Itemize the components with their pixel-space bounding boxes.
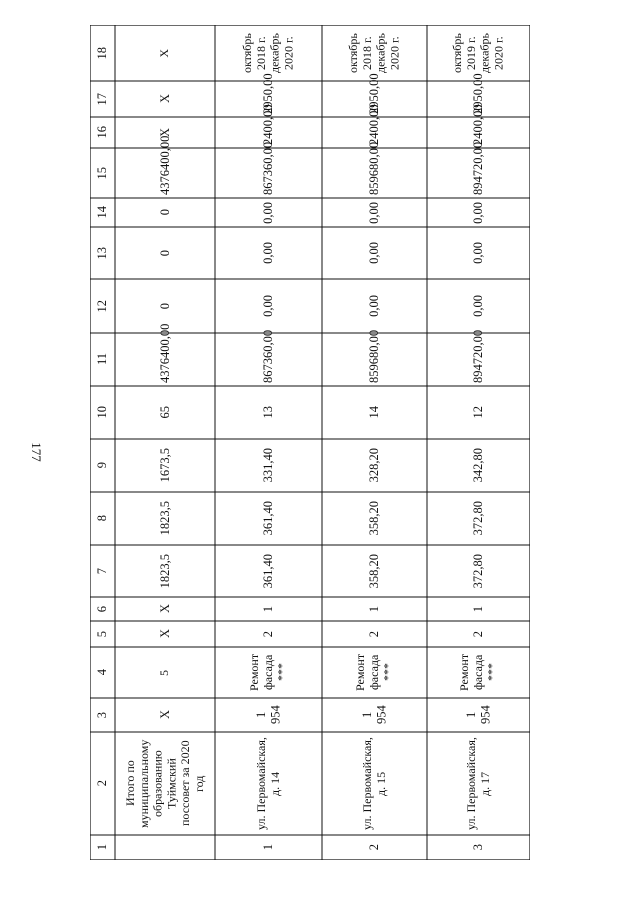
column-number-3 (91, 699, 114, 731)
item-2-col-6-text: 1 (367, 605, 382, 613)
column-number-7 (91, 546, 114, 596)
item-1-col-9 (216, 440, 321, 491)
item-2-col-1 (323, 836, 426, 859)
total-col-14-text: 0 (157, 209, 172, 216)
total-col-11-text: 4376400,00 (157, 323, 172, 383)
item-3-col-4-text: Ремонт фасада *** (456, 653, 499, 692)
column-number-17 (91, 82, 114, 116)
item-3-col-9-text: 342,80 (471, 448, 486, 483)
total-col-9-text: 1673,5 (157, 448, 172, 483)
item-1-col-3-text: 1 954 (254, 705, 283, 725)
total-col-3 (116, 699, 214, 731)
item-3-col-5 (428, 622, 529, 646)
item-3-col-11-text: 894720,00 (471, 329, 486, 383)
item-1-col-4-text: Ремонт фасада *** (246, 653, 289, 692)
item-3-col-6 (428, 598, 529, 620)
total-col-4 (116, 648, 214, 697)
total-col-18 (116, 26, 214, 80)
total-col-15-text: 4376400,00 (157, 135, 172, 195)
column-number-12 (91, 280, 114, 332)
total-col-8 (116, 493, 214, 544)
column-number-4-text: 4 (95, 669, 110, 676)
item-3-col-16-text: 2400,00 (471, 104, 486, 145)
item-3-col-15-text: 894720,00 (471, 141, 486, 195)
item-2-col-3 (323, 699, 426, 731)
item-1-col-8-text: 361,40 (261, 501, 276, 536)
column-number-13-text: 13 (95, 246, 110, 260)
total-col-7-text: 1823,5 (157, 553, 172, 589)
item-1-col-2 (216, 733, 321, 834)
item-2-col-8 (323, 493, 426, 544)
item-1-col-17 (216, 73, 321, 116)
total-col-13-text: 0 (157, 249, 172, 257)
item-2-col-14 (323, 199, 426, 226)
column-number-15-text: 15 (95, 166, 110, 180)
total-col-2-text: Итого по муниципальному образованию Туймский поссовет за 2020 год (122, 739, 206, 828)
item-2-col-6 (323, 598, 426, 620)
item-3-col-2-text: ул. Первомайская, д. 17 (463, 737, 492, 830)
item-1-col-15-text: 867360,00 (261, 141, 276, 195)
item-3-col-16 (428, 104, 529, 147)
item-1-col-4 (216, 648, 321, 697)
column-number-18 (91, 26, 114, 80)
total-col-11 (116, 323, 214, 385)
column-number-14-text: 14 (95, 206, 110, 219)
item-2-col-9 (323, 440, 426, 491)
total-col-17-text: X (157, 94, 172, 104)
item-1-col-5 (216, 622, 321, 646)
total-col-18-text: X (157, 48, 172, 58)
item-3-col-14 (428, 199, 529, 226)
total-col-6-text: X (157, 604, 172, 614)
total-col-8-text: 1823,5 (157, 501, 172, 536)
item-2-col-1-text: 2 (367, 844, 382, 851)
item-2-col-5 (323, 622, 426, 646)
column-number-7-text: 7 (95, 567, 110, 575)
item-2-col-15-text: 859680,00 (367, 141, 382, 195)
total-col-6 (116, 598, 214, 620)
column-number-4 (91, 648, 114, 697)
item-1-col-7-text: 361,40 (261, 553, 276, 589)
column-number-18-text: 18 (95, 46, 110, 60)
total-col-4-text: 5 (157, 669, 172, 676)
item-2-col-2-text: ул. Первомайская, д. 15 (359, 737, 388, 830)
item-1-col-8 (216, 493, 321, 544)
total-col-1 (116, 836, 214, 859)
item-2-col-14-text: 0,00 (367, 201, 382, 224)
item-2-col-17-text: 2950,00 (367, 73, 382, 114)
item-3-col-13 (428, 228, 529, 278)
item-1-col-6-text: 1 (261, 605, 276, 613)
item-1-col-11 (216, 329, 321, 385)
column-number-13 (91, 228, 114, 278)
column-number-16-text: 16 (95, 126, 110, 139)
item-3-col-13-text: 0,00 (471, 242, 486, 264)
column-number-1-text: 1 (95, 844, 110, 851)
column-number-12-text: 12 (95, 299, 110, 313)
column-number-10 (91, 387, 114, 438)
item-1-col-18 (216, 26, 321, 80)
column-number-14 (91, 199, 114, 226)
column-number-11 (91, 334, 114, 385)
item-1-col-18-text: октябрь 2018 г. декабрь 2020 г. (239, 33, 296, 73)
item-2-col-10-text: 14 (367, 406, 382, 419)
item-1-col-10 (216, 387, 321, 438)
column-number-2 (91, 733, 114, 834)
total-col-10 (116, 387, 214, 438)
item-3-col-10 (428, 387, 529, 438)
column-number-11-text: 11 (95, 353, 110, 366)
column-number-17-text: 17 (95, 92, 110, 106)
item-3-col-10-text: 12 (471, 406, 486, 419)
total-col-17 (116, 82, 214, 116)
item-3-col-6-text: 1 (471, 605, 486, 613)
item-1-col-13 (216, 228, 321, 278)
item-3-col-11 (428, 329, 529, 385)
item-1-col-5-text: 2 (261, 630, 276, 638)
item-2-col-7 (323, 546, 426, 596)
column-number-9 (91, 440, 114, 491)
item-3-col-17 (428, 73, 529, 116)
item-1-col-12 (216, 280, 321, 332)
total-col-9 (116, 440, 214, 491)
column-number-16 (91, 118, 114, 147)
item-3-col-17-text: 2950,00 (471, 73, 486, 114)
total-col-3-text: X (157, 710, 172, 720)
total-col-2 (116, 733, 214, 834)
total-col-15 (116, 135, 214, 197)
item-2-col-11 (323, 329, 426, 385)
item-1-col-6 (216, 598, 321, 620)
column-number-6 (91, 598, 114, 620)
item-3-col-1 (428, 836, 529, 859)
data-table (90, 25, 530, 860)
item-1-col-17-text: 2950,00 (261, 73, 276, 114)
item-2-col-18 (323, 26, 426, 80)
column-number-5 (91, 622, 114, 646)
item-1-col-16-text: 2400,00 (261, 104, 276, 145)
total-col-10-text: 65 (157, 406, 172, 419)
column-number-8 (91, 493, 114, 544)
item-3-col-14-text: 0,00 (471, 201, 486, 224)
item-1-col-16 (216, 104, 321, 147)
column-number-6-text: 6 (95, 605, 110, 613)
item-3-col-7 (428, 546, 529, 596)
item-3-col-15 (428, 141, 529, 197)
item-2-col-13-text: 0,00 (367, 242, 382, 264)
item-2-col-2 (323, 733, 426, 834)
column-number-15 (91, 149, 114, 197)
item-2-col-3-text: 1 954 (360, 705, 389, 725)
item-2-col-12-text: 0,00 (367, 295, 382, 317)
item-3-col-5-text: 2 (471, 630, 486, 638)
item-3-col-4 (428, 648, 529, 697)
total-col-5 (116, 622, 214, 646)
column-number-3-text: 3 (95, 711, 110, 719)
total-col-12-text: 0 (157, 302, 172, 310)
column-number-9-text: 9 (95, 462, 110, 469)
item-2-col-16 (323, 104, 426, 147)
total-col-13 (116, 228, 214, 278)
item-3-col-8 (428, 493, 529, 544)
column-number-8-text: 8 (95, 515, 110, 522)
item-2-col-13 (323, 228, 426, 278)
item-2-col-9-text: 328,20 (367, 448, 382, 483)
item-2-col-16-text: 2400,00 (367, 104, 382, 145)
item-1-col-14 (216, 199, 321, 226)
item-1-col-3 (216, 699, 321, 731)
column-number-10-text: 10 (95, 406, 110, 419)
total-col-16-text: X (157, 127, 172, 138)
item-2-col-18-text: октябрь 2018 г. декабрь 2020 г. (345, 33, 402, 73)
item-2-col-4 (323, 648, 426, 697)
item-1-col-14-text: 0,00 (261, 201, 276, 224)
total-col-14 (116, 199, 214, 226)
item-3-col-2 (428, 733, 529, 834)
column-number-5-text: 5 (95, 630, 110, 638)
item-3-col-1-text: 3 (471, 844, 486, 851)
item-2-col-15 (323, 141, 426, 197)
item-1-col-15 (216, 141, 321, 197)
item-2-col-5-text: 2 (367, 630, 382, 638)
item-1-col-11-text: 867360,00 (261, 329, 276, 383)
total-col-5-text: X (157, 629, 172, 639)
item-3-col-18 (428, 26, 529, 80)
item-2-col-11-text: 859680,00 (367, 329, 382, 383)
item-3-col-3 (428, 699, 529, 731)
column-number-1 (91, 836, 114, 859)
item-1-col-1-text: 1 (261, 844, 276, 851)
item-2-col-12 (323, 280, 426, 332)
page-number: 177 (29, 442, 44, 462)
item-3-col-9 (428, 440, 529, 491)
total-col-7 (116, 546, 214, 596)
item-2-col-17 (323, 73, 426, 116)
item-3-col-12-text: 0,00 (471, 295, 486, 317)
item-1-col-10-text: 13 (261, 406, 276, 419)
item-3-col-12 (428, 280, 529, 332)
item-3-col-3-text: 1 954 (464, 705, 493, 725)
item-1-col-7 (216, 546, 321, 596)
item-2-col-7-text: 358,20 (367, 553, 382, 589)
total-col-16 (116, 118, 214, 147)
total-col-12 (116, 280, 214, 332)
item-1-col-12-text: 0,00 (261, 295, 276, 317)
item-1-col-13-text: 0,00 (261, 242, 276, 264)
column-number-2-text: 2 (95, 780, 110, 787)
item-1-col-9-text: 331,40 (261, 448, 276, 483)
item-2-col-4-text: Ремонт фасада *** (352, 653, 395, 692)
item-3-col-8-text: 372,80 (471, 501, 486, 536)
item-3-col-7-text: 372,80 (471, 553, 486, 589)
item-2-col-10 (323, 387, 426, 438)
item-1-col-2-text: ул. Первомайская, д. 14 (253, 737, 282, 830)
item-2-col-8-text: 358,20 (367, 501, 382, 536)
item-1-col-1 (216, 836, 321, 859)
item-3-col-18-text: октябрь 2019 г. декабрь 2020 г. (449, 33, 506, 73)
